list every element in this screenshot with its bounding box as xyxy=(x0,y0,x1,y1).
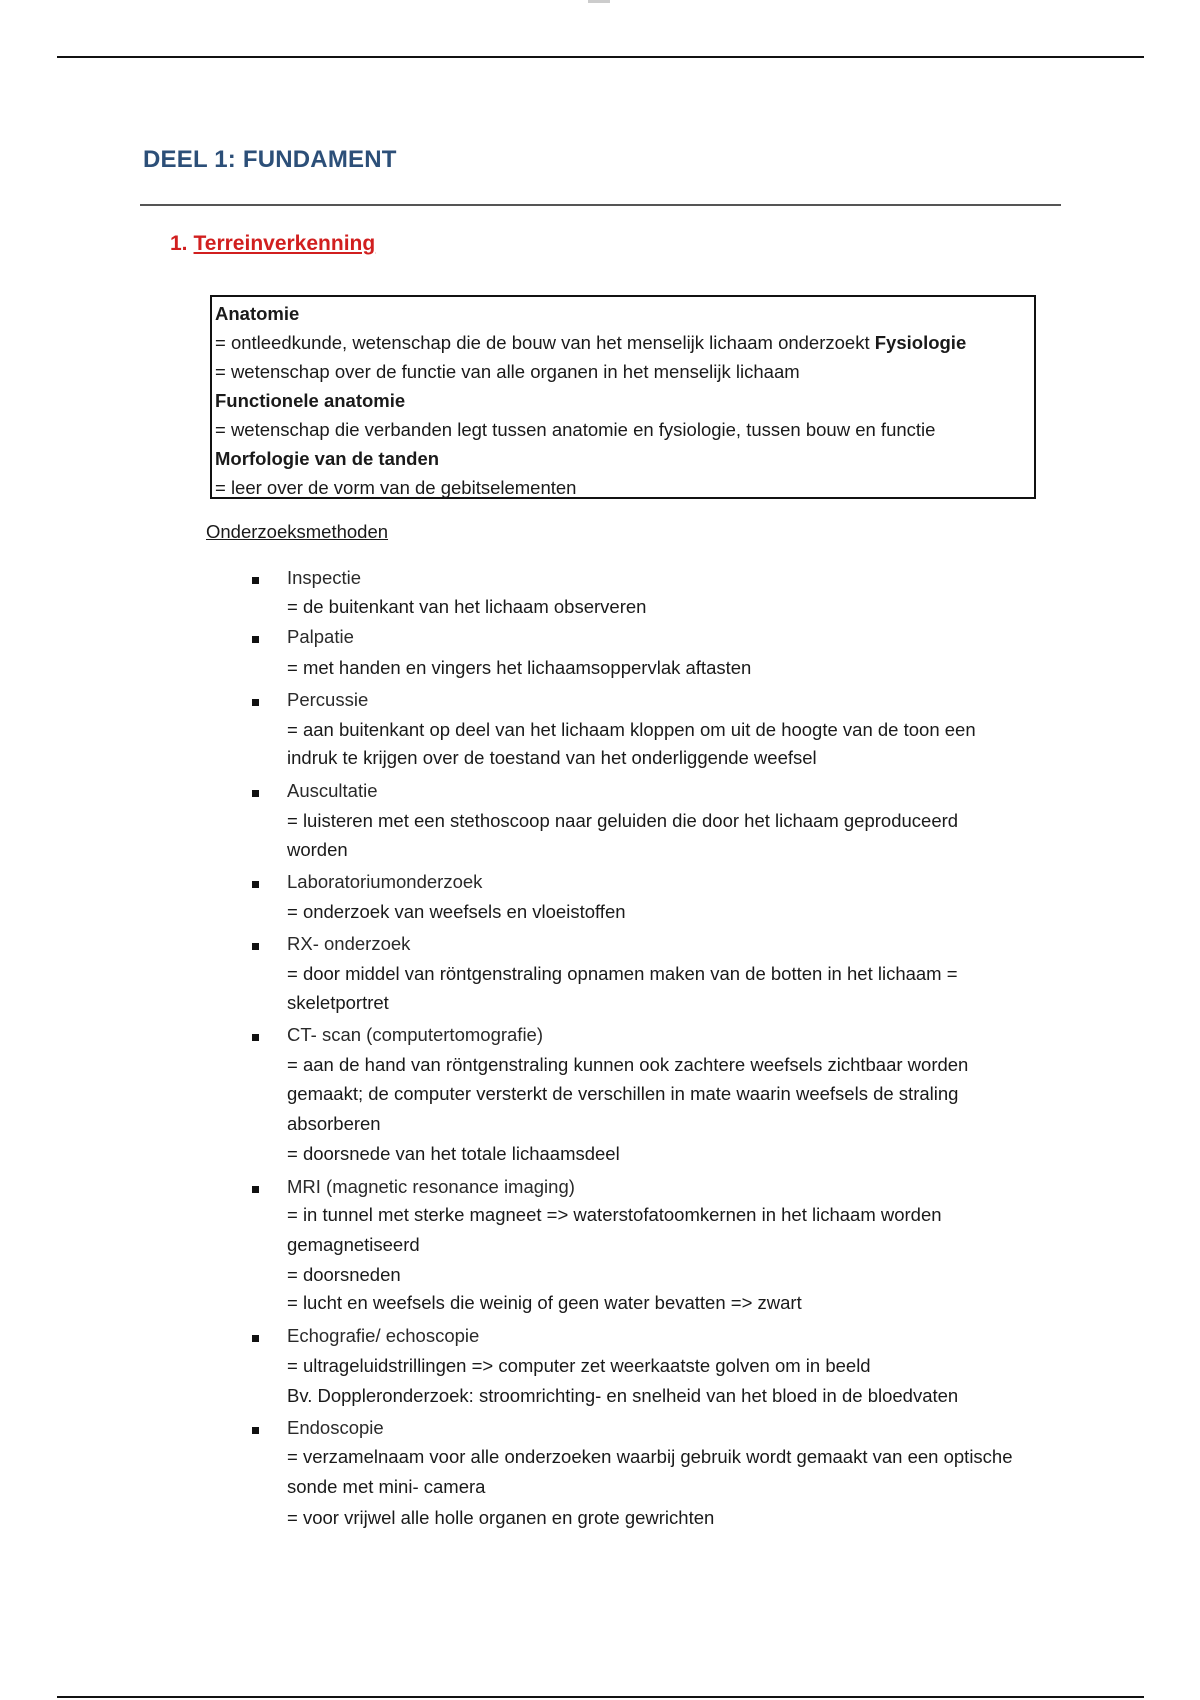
method-title: Endoscopie xyxy=(287,1417,384,1438)
bullet-icon xyxy=(252,790,259,797)
method-description: sonde met mini- camera xyxy=(287,1476,486,1497)
bullet-icon xyxy=(252,943,259,950)
bullet-icon xyxy=(252,636,259,643)
section-heading xyxy=(170,232,375,256)
definition-line xyxy=(215,328,1031,357)
method-description: = de buitenkant van het lichaam observeren xyxy=(287,596,647,617)
method-title: Laboratoriumonderzoek xyxy=(287,871,483,892)
bullet-icon xyxy=(252,1186,259,1193)
method-description: = doorsneden xyxy=(287,1264,401,1285)
term-fysiologie: Fysiologie xyxy=(874,332,967,353)
method-description: gemagnetiseerd xyxy=(287,1234,420,1255)
method-description: = lucht en weefsels die weinig of geen water bevatten => zwart xyxy=(287,1292,802,1313)
method-title: Percussie xyxy=(287,689,369,710)
method-title: Inspectie xyxy=(287,567,362,588)
method-title: Auscultatie xyxy=(287,780,378,801)
method-title: CT- scan (computertomografie) xyxy=(287,1024,544,1045)
bullet-icon xyxy=(252,881,259,888)
method-description: = doorsnede van het totale lichaamsdeel xyxy=(287,1143,620,1164)
header-rule xyxy=(57,56,1144,58)
definition-line xyxy=(215,357,1031,386)
method-description: = door middel van röntgenstraling opnamen maken van de botten in het lichaam = xyxy=(287,963,958,984)
bullet-icon xyxy=(252,1427,259,1434)
definition-line xyxy=(215,415,1031,444)
definition-text: = wetenschap over de functie van alle organen in het menselijk lichaam xyxy=(215,361,800,382)
footer-rule xyxy=(57,1696,1144,1698)
method-description: absorberen xyxy=(287,1113,381,1134)
section-title: Terreinverkenning xyxy=(193,232,376,255)
method-description: = verzamelnaam voor alle onderzoeken waarbij gebruik wordt gemaakt van een optische xyxy=(287,1446,1013,1467)
definition-text: = ontleedkunde, wetenschap die de bouw van het menselijk lichaam onderzoekt xyxy=(215,332,875,353)
definition-text: = leer over de vorm van de gebitselementen xyxy=(215,477,577,498)
method-title: RX- onderzoek xyxy=(287,933,411,954)
method-title: Echografie/ echoscopie xyxy=(287,1325,480,1346)
definition-line xyxy=(215,444,1031,473)
definition-text: = wetenschap die verbanden legt tussen anatomie en fysiologie, tussen bouw en functie xyxy=(215,419,936,440)
method-description: = aan de hand van röntgenstraling kunnen ook zachtere weefsels zichtbaar worden xyxy=(287,1054,969,1075)
bullet-icon xyxy=(252,699,259,706)
method-description: = ultrageluidstrillingen => computer zet weerkaatste golven om in beeld xyxy=(287,1355,871,1376)
definition-line xyxy=(215,299,1031,328)
method-description: gemaakt; de computer versterkt de verschillen in mate waarin weefsels de straling xyxy=(287,1083,959,1104)
methods-label: Onderzoeksmethoden xyxy=(206,521,389,542)
method-title: Palpatie xyxy=(287,626,354,647)
method-description: = onderzoek van weefsels en vloeistoffen xyxy=(287,901,626,922)
method-title: MRI (magnetic resonance imaging) xyxy=(287,1176,575,1197)
bullet-icon xyxy=(252,1034,259,1041)
method-description: = voor vrijwel alle holle organen en grote gewrichten xyxy=(287,1507,715,1528)
page-top-mark xyxy=(588,0,610,3)
method-description: = luisteren met een stethoscoop naar geluiden die door het lichaam geproduceerd xyxy=(287,810,959,831)
definitions-box xyxy=(210,295,1036,499)
method-description: = in tunnel met sterke magneet => waterstofatoomkernen in het lichaam worden xyxy=(287,1204,942,1225)
method-description: indruk te krijgen over de toestand van het onderliggende weefsel xyxy=(287,747,817,768)
part-title-rule xyxy=(140,204,1061,206)
term-functionele-anatomie: Functionele anatomie xyxy=(215,390,406,411)
bullet-icon xyxy=(252,1335,259,1342)
method-description: = aan buitenkant op deel van het lichaam kloppen om uit de hoogte van de toon een xyxy=(287,719,976,740)
definition-line xyxy=(215,473,1031,502)
section-number: 1. xyxy=(170,232,188,255)
term-morfologie: Morfologie van de tanden xyxy=(215,448,440,469)
method-description: = met handen en vingers het lichaamsoppervlak aftasten xyxy=(287,657,752,678)
part-title: DEEL 1: FUNDAMENT xyxy=(143,146,397,173)
term-anatomie: Anatomie xyxy=(215,303,300,324)
definition-line xyxy=(215,386,1031,415)
method-description: Bv. Doppleronderzoek: stroomrichting- en snelheid van het bloed in de bloedvaten xyxy=(287,1385,959,1406)
method-description: worden xyxy=(287,839,348,860)
method-description: skeletportret xyxy=(287,992,389,1013)
bullet-icon xyxy=(252,577,259,584)
